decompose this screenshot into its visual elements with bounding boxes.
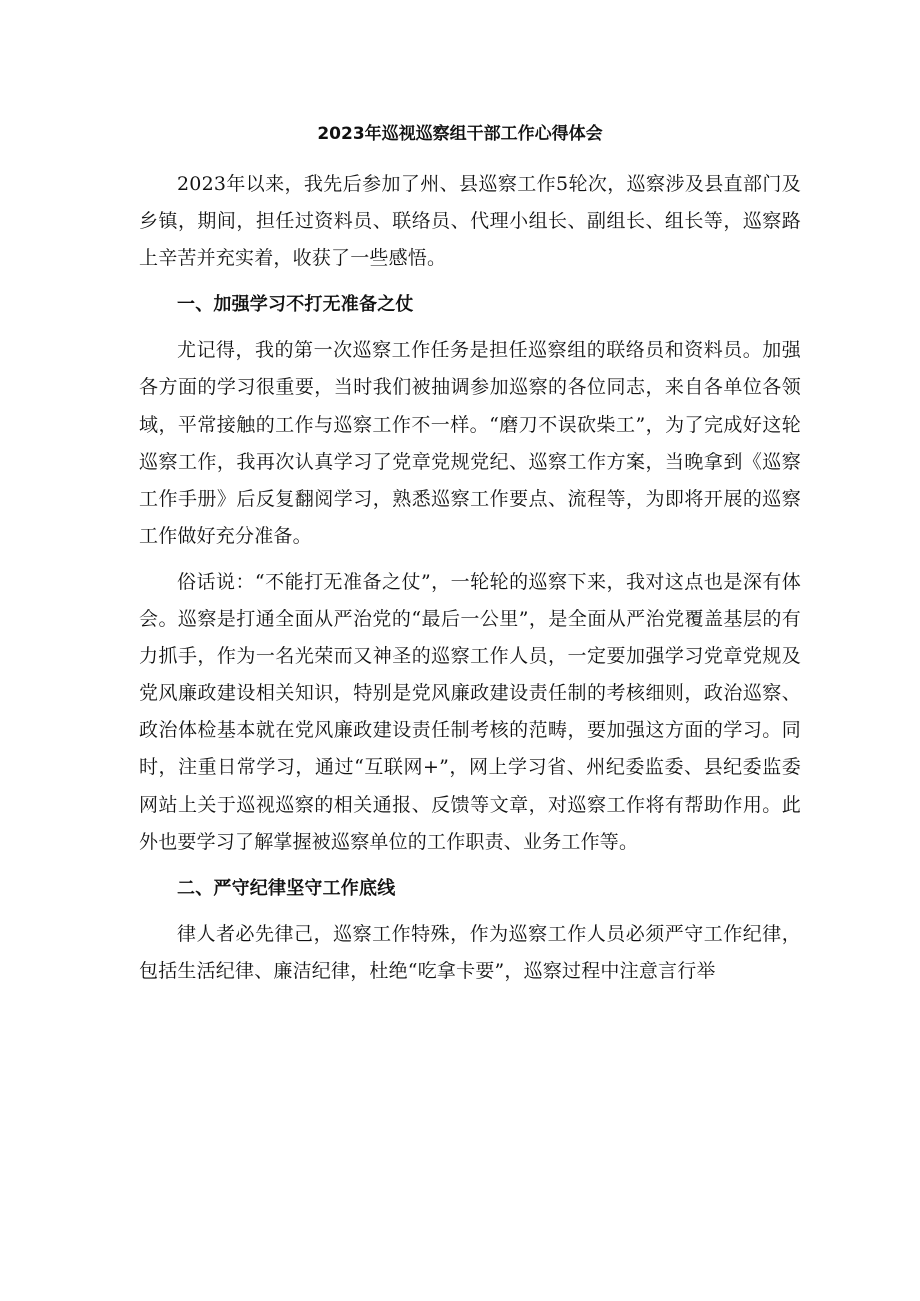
section-1-paragraph-2: 俗话说：“不能打无准备之仗”，一轮轮的巡察下来，我对这点也是深有体会。巡察是打通全面从严治党的“最后一公里”，是全面从严治党覆盖基层的有力抓手，作为一名光荣而又神圣的巡察工作人员，一定要加强学习党章党规及党风廉政建设相关知识，特别是党风廉政建设责任制的考核细则，政治巡察、政治体检基本就在党风廉政建设责任制考核的范畴，要加强这方面的学习。同时，注重日常学习，通过“互联网+”，网上学习省、州纪委监委、县纪委监委网站上关于巡视巡察的相关通报、反馈等文章，对巡察工作将有帮助作用。此外也要学习了解掌握被巡察单位的工作职责、业务工作等。 <box>139 570 801 853</box>
document-body <box>139 166 801 999</box>
section-heading-1: 一、加强学习不打无准备之仗 <box>177 294 414 316</box>
section-2-paragraph-1: 律人者必先律己，巡察工作特殊，作为巡察工作人员必须严守工作纪律，包括生活纪律、廉洁纪律，杜绝“吃拿卡要”，巡察过程中注意言行举 <box>139 922 801 982</box>
section-heading-2: 二、严守纪律坚守工作底线 <box>177 877 396 899</box>
document-title: 2023年巡视巡察组干部工作心得体会 <box>317 124 603 144</box>
intro-paragraph: 2023年以来，我先后参加了州、县巡察工作5轮次，巡察涉及县直部门及乡镇，期间，担任过资料员、联络员、代理小组长、副组长、组长等，巡察路上辛苦并充实着，收获了一些感悟。 <box>139 173 801 270</box>
section-1-paragraph-1: 尤记得，我的第一次巡察工作任务是担任巡察组的联络员和资料员。加强各方面的学习很重要，当时我们被抽调参加巡察的各位同志，来自各单位各领域，平常接触的工作与巡察工作不一样。“磨刀不误砍柴工”，为了完成好这轮巡察工作，我再次认真学习了党章党规党纪、巡察工作方案，当晚拿到《巡察工作手册》后反复翻阅学习，熟悉巡察工作要点、流程等，为即将开展的巡察工作做好充分准备。 <box>139 339 801 547</box>
